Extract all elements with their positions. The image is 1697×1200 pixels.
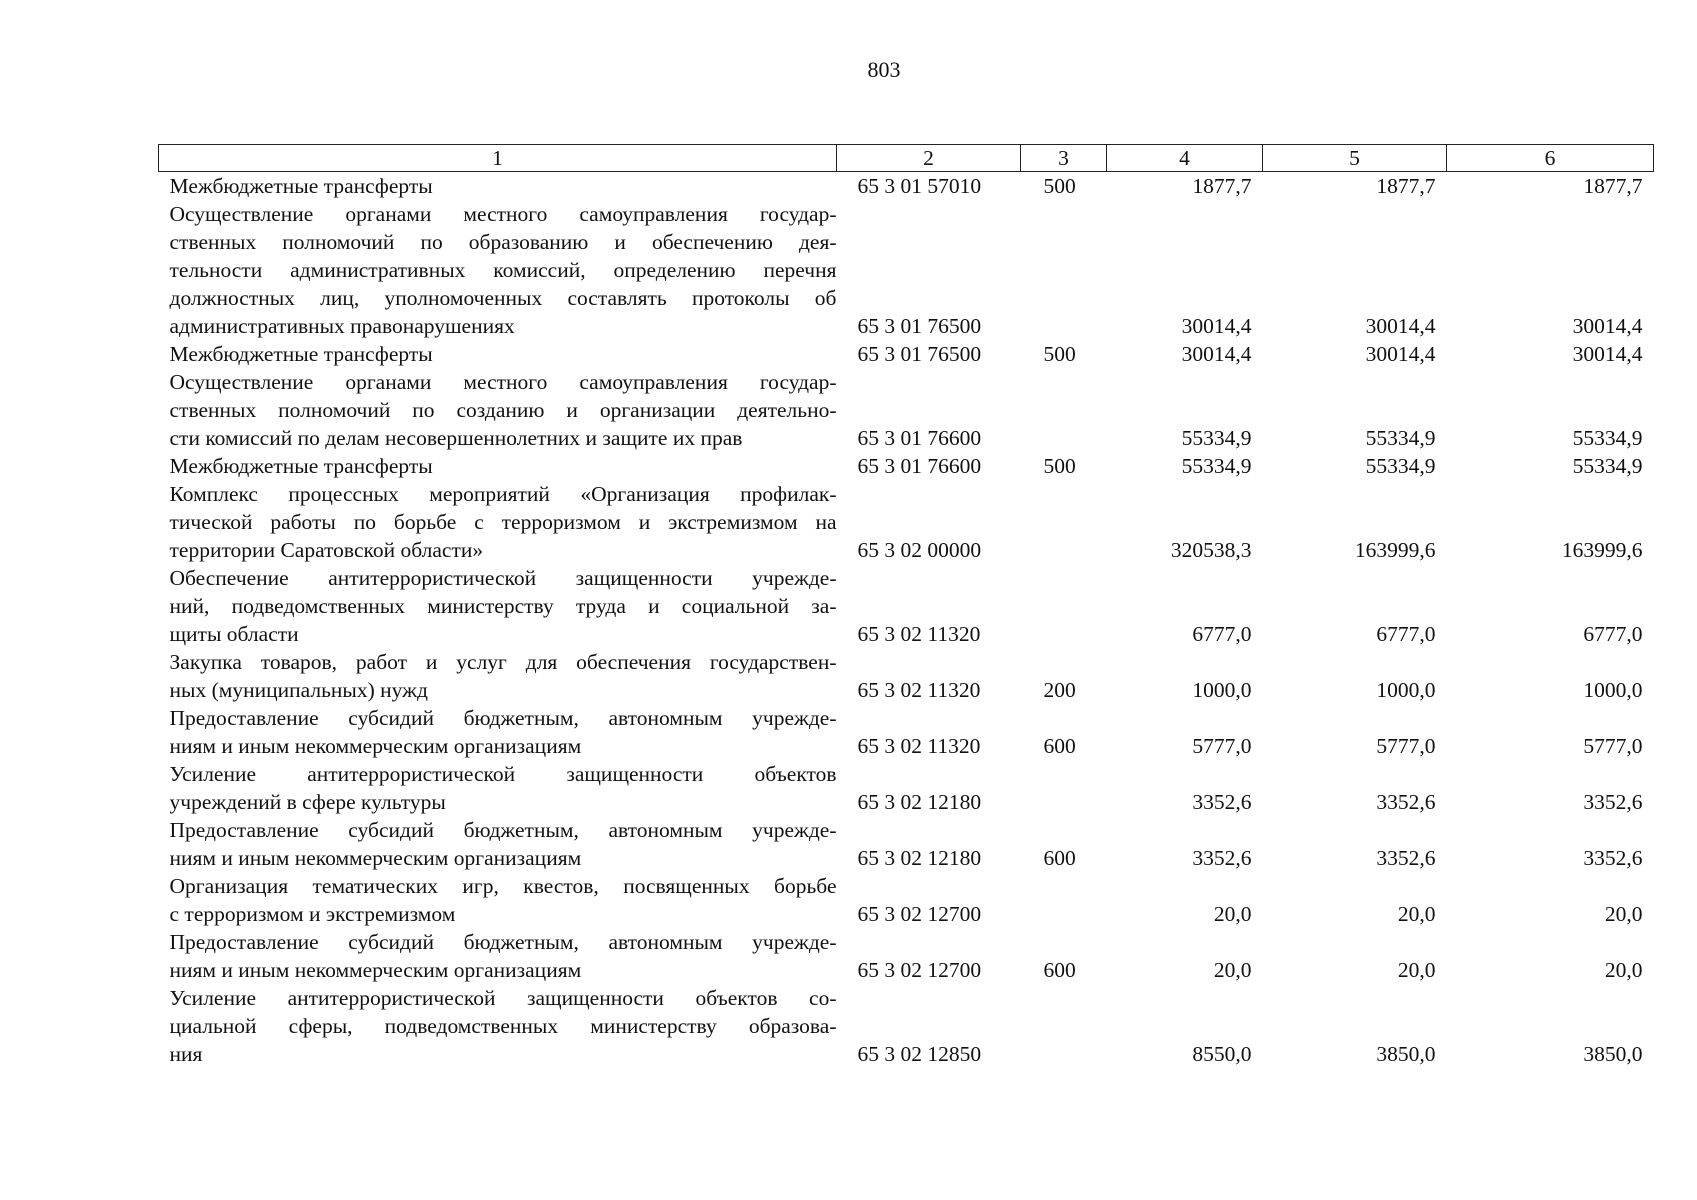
row-value-col5: 3352,6	[1376, 790, 1436, 814]
table-row	[159, 340, 1654, 368]
row-value-col5: 30014,4	[1365, 314, 1436, 338]
row-name-cell	[159, 368, 837, 452]
row-name-line: Усиление антитеррористической защищенности объектов	[169, 762, 837, 786]
row-code-cell: 65 3 01 76600	[857, 454, 982, 478]
row-name-line: административных правонарушениях	[169, 314, 515, 338]
column-header-5: 5	[1263, 145, 1447, 172]
row-name-line: с терроризмом и экстремизмом	[169, 902, 456, 926]
table-row	[159, 872, 1654, 928]
row-name-cell	[159, 452, 837, 480]
row-expense-type-cell: 500	[1043, 454, 1076, 478]
row-name-line: ниям и иным некоммерческим организациям	[169, 734, 582, 758]
row-name-line: Предоставление субсидий бюджетным, автономным учрежде-	[169, 818, 837, 842]
row-value-col6: 20,0	[1604, 958, 1643, 982]
row-value-col6: 30014,4	[1572, 342, 1643, 366]
row-value-col6: 3352,6	[1583, 846, 1643, 870]
row-code-cell: 65 3 02 11320	[857, 734, 981, 758]
row-name-line: ния	[169, 1042, 203, 1066]
row-value-col4: 55334,9	[1181, 454, 1252, 478]
row-code-cell: 65 3 02 12850	[857, 1042, 982, 1066]
row-value-col6: 30014,4	[1572, 314, 1643, 338]
page-number: 803	[867, 57, 901, 82]
row-code-cell: 65 3 02 12180	[857, 790, 982, 814]
row-value-col5: 5777,0	[1376, 734, 1436, 758]
row-name-line: циальной сферы, подведомственных министерству образова-	[169, 1014, 837, 1038]
table-row	[159, 564, 1654, 648]
row-value-col5: 20,0	[1397, 902, 1436, 926]
row-expense-type-cell	[1021, 200, 1107, 340]
row-value-col4: 1877,7	[1192, 174, 1252, 198]
column-header-2: 2	[837, 145, 1021, 172]
table-row	[159, 816, 1654, 872]
row-code-cell: 65 3 02 11320	[857, 678, 981, 702]
row-code-cell: 65 3 02 00000	[857, 538, 982, 562]
row-expense-type-cell: 600	[1043, 734, 1076, 758]
row-code-cell: 65 3 02 11320	[857, 622, 981, 646]
row-name-line: территории Саратовской области»	[169, 538, 484, 562]
row-value-col5: 20,0	[1397, 958, 1436, 982]
row-name-line: Организация тематических игр, квестов, посвященных борьбе	[169, 874, 837, 898]
row-name-cell	[159, 760, 837, 816]
row-value-col5: 3850,0	[1376, 1042, 1436, 1066]
row-name-cell	[159, 872, 837, 928]
row-name-line: учреждений в сфере культуры	[169, 790, 446, 814]
row-name-line: Комплекс процессных мероприятий «Организация профилак-	[169, 482, 837, 506]
row-name-line: ний, подведомственных министерству труда и социальной за-	[169, 594, 837, 618]
budget-table	[158, 144, 1654, 1068]
row-name-cell	[159, 340, 837, 368]
row-name-line: щиты области	[169, 622, 299, 646]
row-value-col4: 20,0	[1213, 902, 1252, 926]
row-value-col4: 8550,0	[1192, 1042, 1252, 1066]
row-value-col5: 30014,4	[1365, 342, 1436, 366]
row-value-col4: 5777,0	[1192, 734, 1252, 758]
row-code-cell: 65 3 02 12700	[857, 958, 982, 982]
row-value-col5: 163999,6	[1354, 538, 1436, 562]
row-value-col4: 3352,6	[1192, 790, 1252, 814]
row-name-line: Обеспечение антитеррористической защищенности учрежде-	[169, 566, 837, 590]
row-value-col6: 6777,0	[1583, 622, 1643, 646]
row-expense-type-cell	[1021, 368, 1107, 452]
row-expense-type-cell	[1021, 564, 1107, 648]
row-name-cell	[159, 480, 837, 564]
row-code-cell: 65 3 01 57010	[857, 174, 982, 198]
row-value-col6: 3850,0	[1583, 1042, 1643, 1066]
row-value-col4: 30014,4	[1181, 314, 1252, 338]
row-expense-type-cell: 600	[1043, 846, 1076, 870]
table-row	[159, 368, 1654, 452]
row-value-col5: 1000,0	[1376, 678, 1436, 702]
row-value-col6: 55334,9	[1572, 426, 1643, 450]
row-expense-type-cell	[1021, 760, 1107, 816]
row-value-col6: 1000,0	[1583, 678, 1643, 702]
table-row	[159, 452, 1654, 480]
row-expense-type-cell: 200	[1043, 678, 1076, 702]
column-header-6: 6	[1447, 145, 1654, 172]
table-row	[159, 760, 1654, 816]
row-expense-type-cell: 500	[1043, 342, 1076, 366]
row-name-line: ственных полномочий по образованию и обеспечению дея-	[169, 230, 837, 254]
row-value-col6: 1877,7	[1583, 174, 1643, 198]
row-name-cell	[159, 200, 837, 340]
table-header	[159, 145, 1654, 172]
row-code-cell: 65 3 01 76500	[857, 342, 982, 366]
row-code-cell: 65 3 01 76600	[857, 426, 982, 450]
table-row	[159, 984, 1654, 1068]
row-value-col4: 1000,0	[1192, 678, 1252, 702]
row-value-col4: 320538,3	[1170, 538, 1252, 562]
row-code-cell: 65 3 02 12700	[857, 902, 982, 926]
row-expense-type-cell	[1021, 984, 1107, 1068]
row-value-col6: 20,0	[1604, 902, 1643, 926]
row-value-col6: 3352,6	[1583, 790, 1643, 814]
row-name-cell	[159, 172, 837, 201]
row-name-line: Осуществление органами местного самоуправления государ-	[169, 370, 837, 394]
row-name-line: сти комиссий по делам несовершеннолетних и защите их прав	[169, 426, 743, 450]
row-name-cell	[159, 704, 837, 760]
row-name-cell	[159, 648, 837, 704]
row-name-line: ниям и иным некоммерческим организациям	[169, 958, 582, 982]
row-code-cell: 65 3 01 76500	[857, 314, 982, 338]
row-code-cell: 65 3 02 12180	[857, 846, 982, 870]
row-value-col5: 1877,7	[1376, 174, 1436, 198]
table-row	[159, 928, 1654, 984]
row-name-line: Межбюджетные трансферты	[169, 342, 433, 366]
row-name-cell	[159, 816, 837, 872]
row-value-col5: 6777,0	[1376, 622, 1436, 646]
table-row	[159, 480, 1654, 564]
row-name-cell	[159, 564, 837, 648]
row-value-col5: 3352,6	[1376, 846, 1436, 870]
row-expense-type-cell	[1021, 480, 1107, 564]
row-name-line: тической работы по борьбе с терроризмом и экстремизмом на	[169, 510, 837, 534]
row-name-line: должностных лиц, уполномоченных составлять протоколы об	[169, 286, 837, 310]
header-row	[159, 145, 1654, 172]
row-value-col4: 55334,9	[1181, 426, 1252, 450]
row-value-col5: 55334,9	[1365, 454, 1436, 478]
row-value-col6: 163999,6	[1561, 538, 1643, 562]
table-row	[159, 704, 1654, 760]
row-name-line: Закупка товаров, работ и услуг для обеспечения государствен-	[169, 650, 837, 674]
row-name-line: Осуществление органами местного самоуправления государ-	[169, 202, 837, 226]
row-name-line: Усиление антитеррористической защищенности объектов со-	[169, 986, 837, 1010]
row-name-line: ных (муниципальных) нужд	[169, 678, 428, 702]
row-name-line: Предоставление субсидий бюджетным, автономным учрежде-	[169, 706, 837, 730]
column-header-4: 4	[1107, 145, 1263, 172]
row-name-line: ниям и иным некоммерческим организациям	[169, 846, 582, 870]
row-name-line: ственных полномочий по созданию и организации деятельно-	[169, 398, 837, 422]
table-body	[159, 172, 1654, 1069]
row-value-col5: 55334,9	[1365, 426, 1436, 450]
row-expense-type-cell: 600	[1043, 958, 1076, 982]
row-name-line: Межбюджетные трансферты	[169, 174, 433, 198]
column-header-1: 1	[159, 145, 837, 172]
row-value-col4: 3352,6	[1192, 846, 1252, 870]
row-expense-type-cell: 500	[1043, 174, 1076, 198]
table-row	[159, 172, 1654, 201]
row-name-cell	[159, 928, 837, 984]
row-name-line: Межбюджетные трансферты	[169, 454, 433, 478]
table-row	[159, 648, 1654, 704]
row-name-line: Предоставление субсидий бюджетным, автономным учрежде-	[169, 930, 837, 954]
row-value-col6: 5777,0	[1583, 734, 1643, 758]
row-expense-type-cell	[1021, 872, 1107, 928]
row-name-cell	[159, 984, 837, 1068]
column-header-3: 3	[1021, 145, 1107, 172]
row-value-col4: 30014,4	[1181, 342, 1252, 366]
row-value-col4: 6777,0	[1192, 622, 1252, 646]
row-value-col4: 20,0	[1213, 958, 1252, 982]
row-name-line: тельности административных комиссий, определению перечня	[169, 258, 837, 282]
row-value-col6: 55334,9	[1572, 454, 1643, 478]
table-row	[159, 200, 1654, 340]
